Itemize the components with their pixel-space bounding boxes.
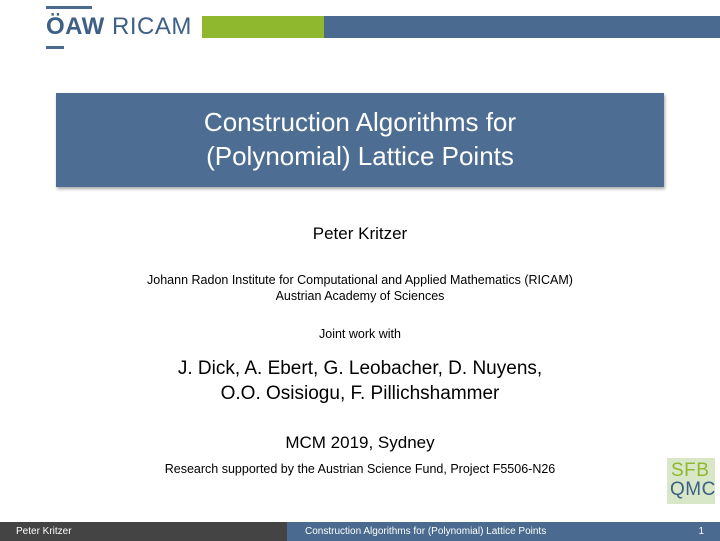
title-box xyxy=(56,93,664,187)
title-line-2: (Polynomial) Lattice Points xyxy=(206,141,514,171)
funding-note: Research supported by the Austrian Science Fund, Project F5506-N26 xyxy=(164,462,556,476)
joint-work-label: Joint work with xyxy=(319,327,401,341)
institution-line-2: Austrian Academy of Sciences xyxy=(275,289,445,303)
author-name: Peter Kritzer xyxy=(312,224,408,243)
sfb-logo-top: SFB xyxy=(671,460,710,481)
footer-title-section xyxy=(287,522,720,541)
institution-line-1: Johann Radon Institute for Computational and Applied Mathematics (RICAM) xyxy=(147,273,573,287)
header-accent-blue xyxy=(324,16,720,38)
footer-title: Construction Algorithms for (Polynomial) Lattice Points xyxy=(305,526,547,537)
footer-bar xyxy=(0,522,720,541)
footer-page-number: 1 xyxy=(698,526,704,537)
sfb-logo-bottom: QMC xyxy=(670,479,716,500)
logo-text xyxy=(46,13,192,41)
coauthors-line-1: J. Dick, A. Ebert, G. Leobacher, D. Nuyens, xyxy=(177,358,543,379)
logo-ricam: RICAM xyxy=(112,13,192,40)
header-accent-green xyxy=(202,16,324,38)
oaw-ricam-logo xyxy=(46,6,192,48)
logo-oaw: ÖAW xyxy=(46,13,105,40)
sfb-qmc-logo xyxy=(667,458,715,504)
title-line-1: Construction Algorithms for xyxy=(203,107,517,137)
coauthors-line-2: O.O. Osisiogu, F. Pillichshammer xyxy=(220,383,500,404)
footer-author: Peter Kritzer xyxy=(16,526,72,537)
logo-bar-top xyxy=(46,6,92,9)
logo-bar-bottom xyxy=(46,46,64,49)
conference-label: MCM 2019, Sydney xyxy=(285,433,435,452)
